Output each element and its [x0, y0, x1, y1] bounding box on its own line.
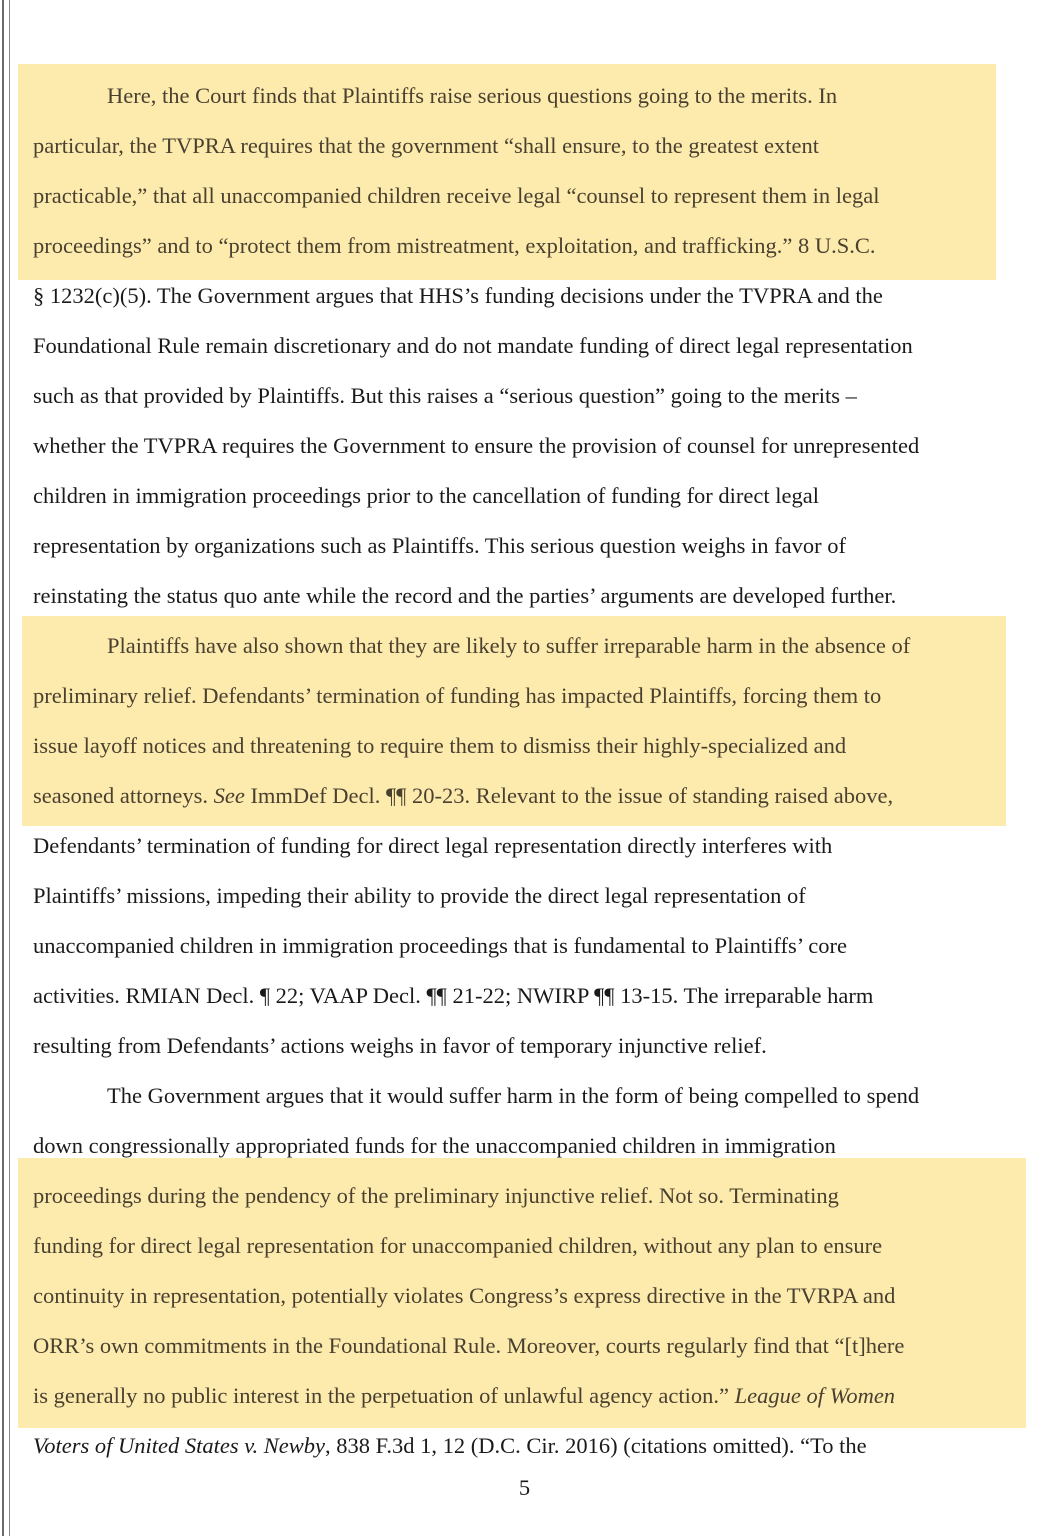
text-run: is generally no public interest in the perpetuation of unlawful agency action.”	[33, 1383, 735, 1408]
text-line: preliminary relief. Defendants’ termination of funding has impacted Plaintiffs, forcing them to	[33, 683, 882, 708]
text-line: representation by organizations such as Plaintiffs. This serious question weighs in favor of	[33, 533, 846, 558]
text-line: unaccompanied children in immigration proceedings that is fundamental to Plaintiffs’ core	[33, 933, 847, 958]
text-line: particular, the TVPRA requires that the government “shall ensure, to the greatest extent	[33, 133, 819, 158]
page-edge-line	[2, 0, 4, 1536]
page-edge-line	[9, 0, 10, 1536]
text-line: Plaintiffs have also shown that they are likely to suffer irreparable harm in the absence of	[107, 633, 911, 658]
text-line: proceedings” and to “protect them from mistreatment, exploitation, and trafficking.” 8 U.S.C.	[33, 233, 876, 258]
text-run: seasoned attorneys.	[33, 783, 214, 808]
text-line: activities. RMIAN Decl. ¶ 22; VAAP Decl. ¶¶ 21-22; NWIRP ¶¶ 13-15. The irreparable harm	[33, 983, 874, 1008]
text-line: practicable,” that all unaccompanied children receive legal “counsel to represent them in legal	[33, 183, 880, 208]
text-line: Plaintiffs’ missions, impeding their ability to provide the direct legal representation of	[33, 883, 806, 908]
text-line: such as that provided by Plaintiffs. But this raises a “serious question” going to the merits –	[33, 383, 857, 408]
text-line: children in immigration proceedings prior to the cancellation of funding for direct legal	[33, 483, 819, 508]
text-line: proceedings during the pendency of the preliminary injunctive relief. Not so. Terminating	[33, 1183, 839, 1208]
case-name: League of Women	[734, 1383, 896, 1408]
text-run: , 838 F.3d 1, 12 (D.C. Cir. 2016) (citations omitted). “To the	[325, 1433, 867, 1458]
text-line: § 1232(c)(5). The Government argues that HHS’s funding decisions under the TVPRA and the	[33, 283, 883, 308]
text-line: whether the TVPRA requires the Government to ensure the provision of counsel for unrepresented	[33, 433, 920, 458]
text-line: continuity in representation, potentially violates Congress’s express directive in the TVRPA and	[33, 1283, 896, 1308]
text-line: Defendants’ termination of funding for direct legal representation directly interferes with	[33, 833, 833, 858]
text-run: ImmDef Decl. ¶¶ 20-23. Relevant to the issue of standing raised above,	[244, 783, 894, 808]
text-line: reinstating the status quo ante while the record and the parties’ arguments are developed further.	[33, 583, 897, 608]
text-line: Foundational Rule remain discretionary and do not mandate funding of direct legal representation	[33, 333, 913, 358]
case-name: Voters of United States v. Newby	[33, 1433, 326, 1458]
text-line: ORR’s own commitments in the Foundational Rule. Moreover, courts regularly find that “[t]here	[33, 1333, 905, 1358]
citation-signal: See	[213, 783, 245, 808]
text-line: issue layoff notices and threatening to require them to dismiss their highly-specialized and	[33, 733, 847, 758]
text-line: down congressionally appropriated funds for the unaccompanied children in immigration	[33, 1133, 836, 1158]
text-line: resulting from Defendants’ actions weighs in favor of temporary injunctive relief.	[33, 1033, 767, 1058]
page-number: 5	[518, 1475, 531, 1500]
text-line: Here, the Court finds that Plaintiffs raise serious questions going to the merits. In	[107, 83, 838, 108]
text-line	[33, 1381, 895, 1411]
text-line: The Government argues that it would suffer harm in the form of being compelled to spend	[107, 1083, 920, 1108]
text-line	[33, 781, 893, 811]
text-line	[33, 1431, 867, 1461]
text-line: funding for direct legal representation for unaccompanied children, without any plan to ensure	[33, 1233, 883, 1258]
